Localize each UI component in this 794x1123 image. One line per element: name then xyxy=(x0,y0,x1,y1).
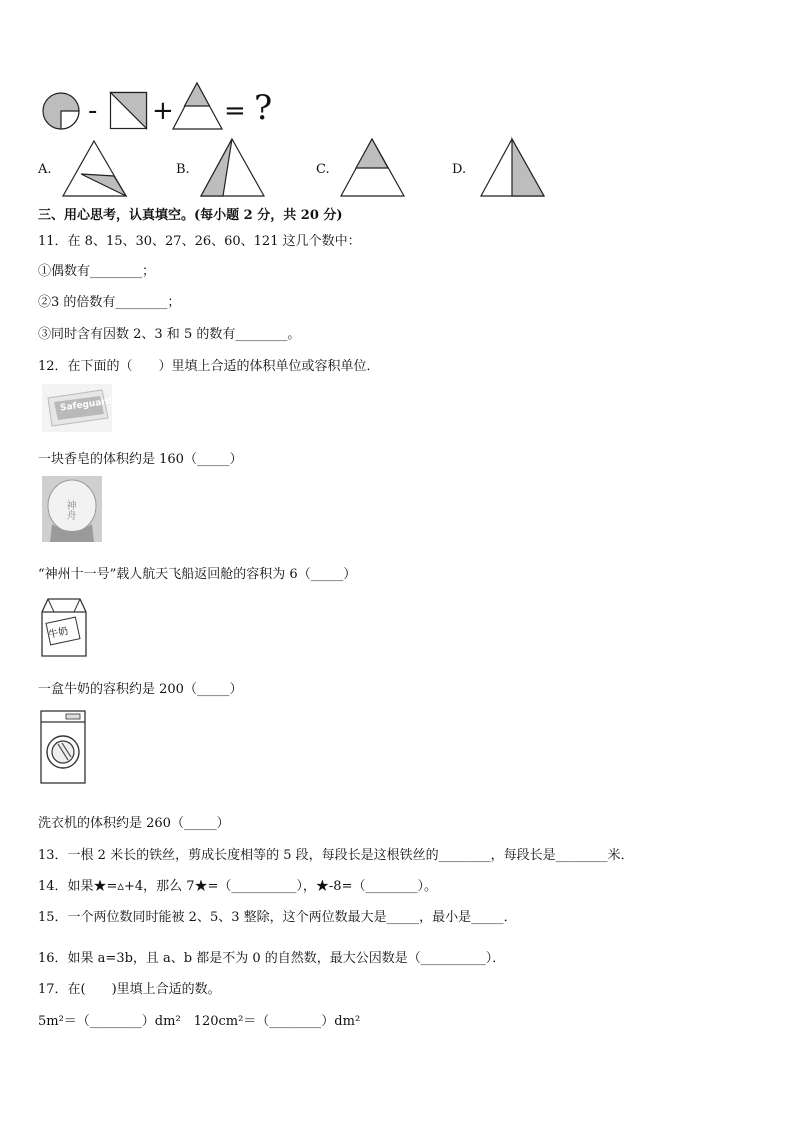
option-b-triangle[interactable] xyxy=(200,138,266,198)
circle-quarter-figure xyxy=(42,92,82,132)
minus-sign: - xyxy=(88,96,98,126)
q17-line[interactable]: 5m²＝（________）dm² 120cm²＝（________）dm² xyxy=(38,1014,361,1029)
plus-sign: + xyxy=(152,96,174,126)
q12-soap[interactable]: 一块香皂的体积约是 160（_____） xyxy=(38,452,243,467)
q12-capsule[interactable]: “神州十一号”载人航天飞船返回舱的容积为 6（_____） xyxy=(38,567,357,582)
q12-milk[interactable]: 一盒牛奶的容积约是 200（_____） xyxy=(38,682,243,697)
q13[interactable]: 13．一根 2 米长的铁丝，剪成长度相等的 5 段，每段长是这根铁丝的________，每段长是________米． xyxy=(38,848,634,863)
question-mark: ? xyxy=(254,88,273,128)
q11-stem: 11．在 8、15、30、27、26、60、121 这几个数中： xyxy=(38,234,361,249)
q11-part-a[interactable]: ①偶数有________； xyxy=(38,264,156,279)
option-d-triangle[interactable] xyxy=(480,138,546,198)
milk-label: 牛奶 xyxy=(47,625,70,641)
soap-brand-label: Safeguard xyxy=(59,396,113,414)
option-d-label[interactable]: D. xyxy=(452,162,467,177)
option-c-label[interactable]: C. xyxy=(316,162,330,177)
option-a-triangle[interactable] xyxy=(62,140,128,198)
option-c-triangle[interactable] xyxy=(340,138,406,198)
q11-part-b[interactable]: ②3 的倍数有________； xyxy=(38,295,181,310)
equals-sign: = xyxy=(224,96,246,126)
q15[interactable]: 15．一个两位数同时能被 2、5、3 整除，这个两位数最大是_____，最小是_____． xyxy=(38,910,517,925)
q14[interactable]: 14．如果★=▵+4，那么 7★=（__________），★-8=（________）。 xyxy=(38,879,437,894)
q12-washer[interactable]: 洗衣机的体积约是 260（_____） xyxy=(38,816,230,831)
section-heading: 三、用心思考，认真填空。(每小题 2 分，共 20 分) xyxy=(38,208,343,223)
washing-machine-image xyxy=(40,710,88,786)
triangle-top-figure xyxy=(172,82,224,132)
q17-stem: 17．在( )里填上合适的数。 xyxy=(38,982,221,997)
option-a-label[interactable]: A. xyxy=(38,162,52,177)
q11-part-c[interactable]: ③同时含有因数 2、3 和 5 的数有________。 xyxy=(38,327,301,342)
q12-stem: 12．在下面的（ ）里填上合适的体积单位或容积单位． xyxy=(38,359,380,374)
square-diagonal-figure xyxy=(110,92,150,132)
option-b-label[interactable]: B. xyxy=(176,162,190,177)
q16[interactable]: 16．如果 a=3b，且 a、b 都是不为 0 的自然数，最大公因数是（__________）． xyxy=(38,951,506,966)
capsule-label: 神舟 xyxy=(64,500,75,520)
